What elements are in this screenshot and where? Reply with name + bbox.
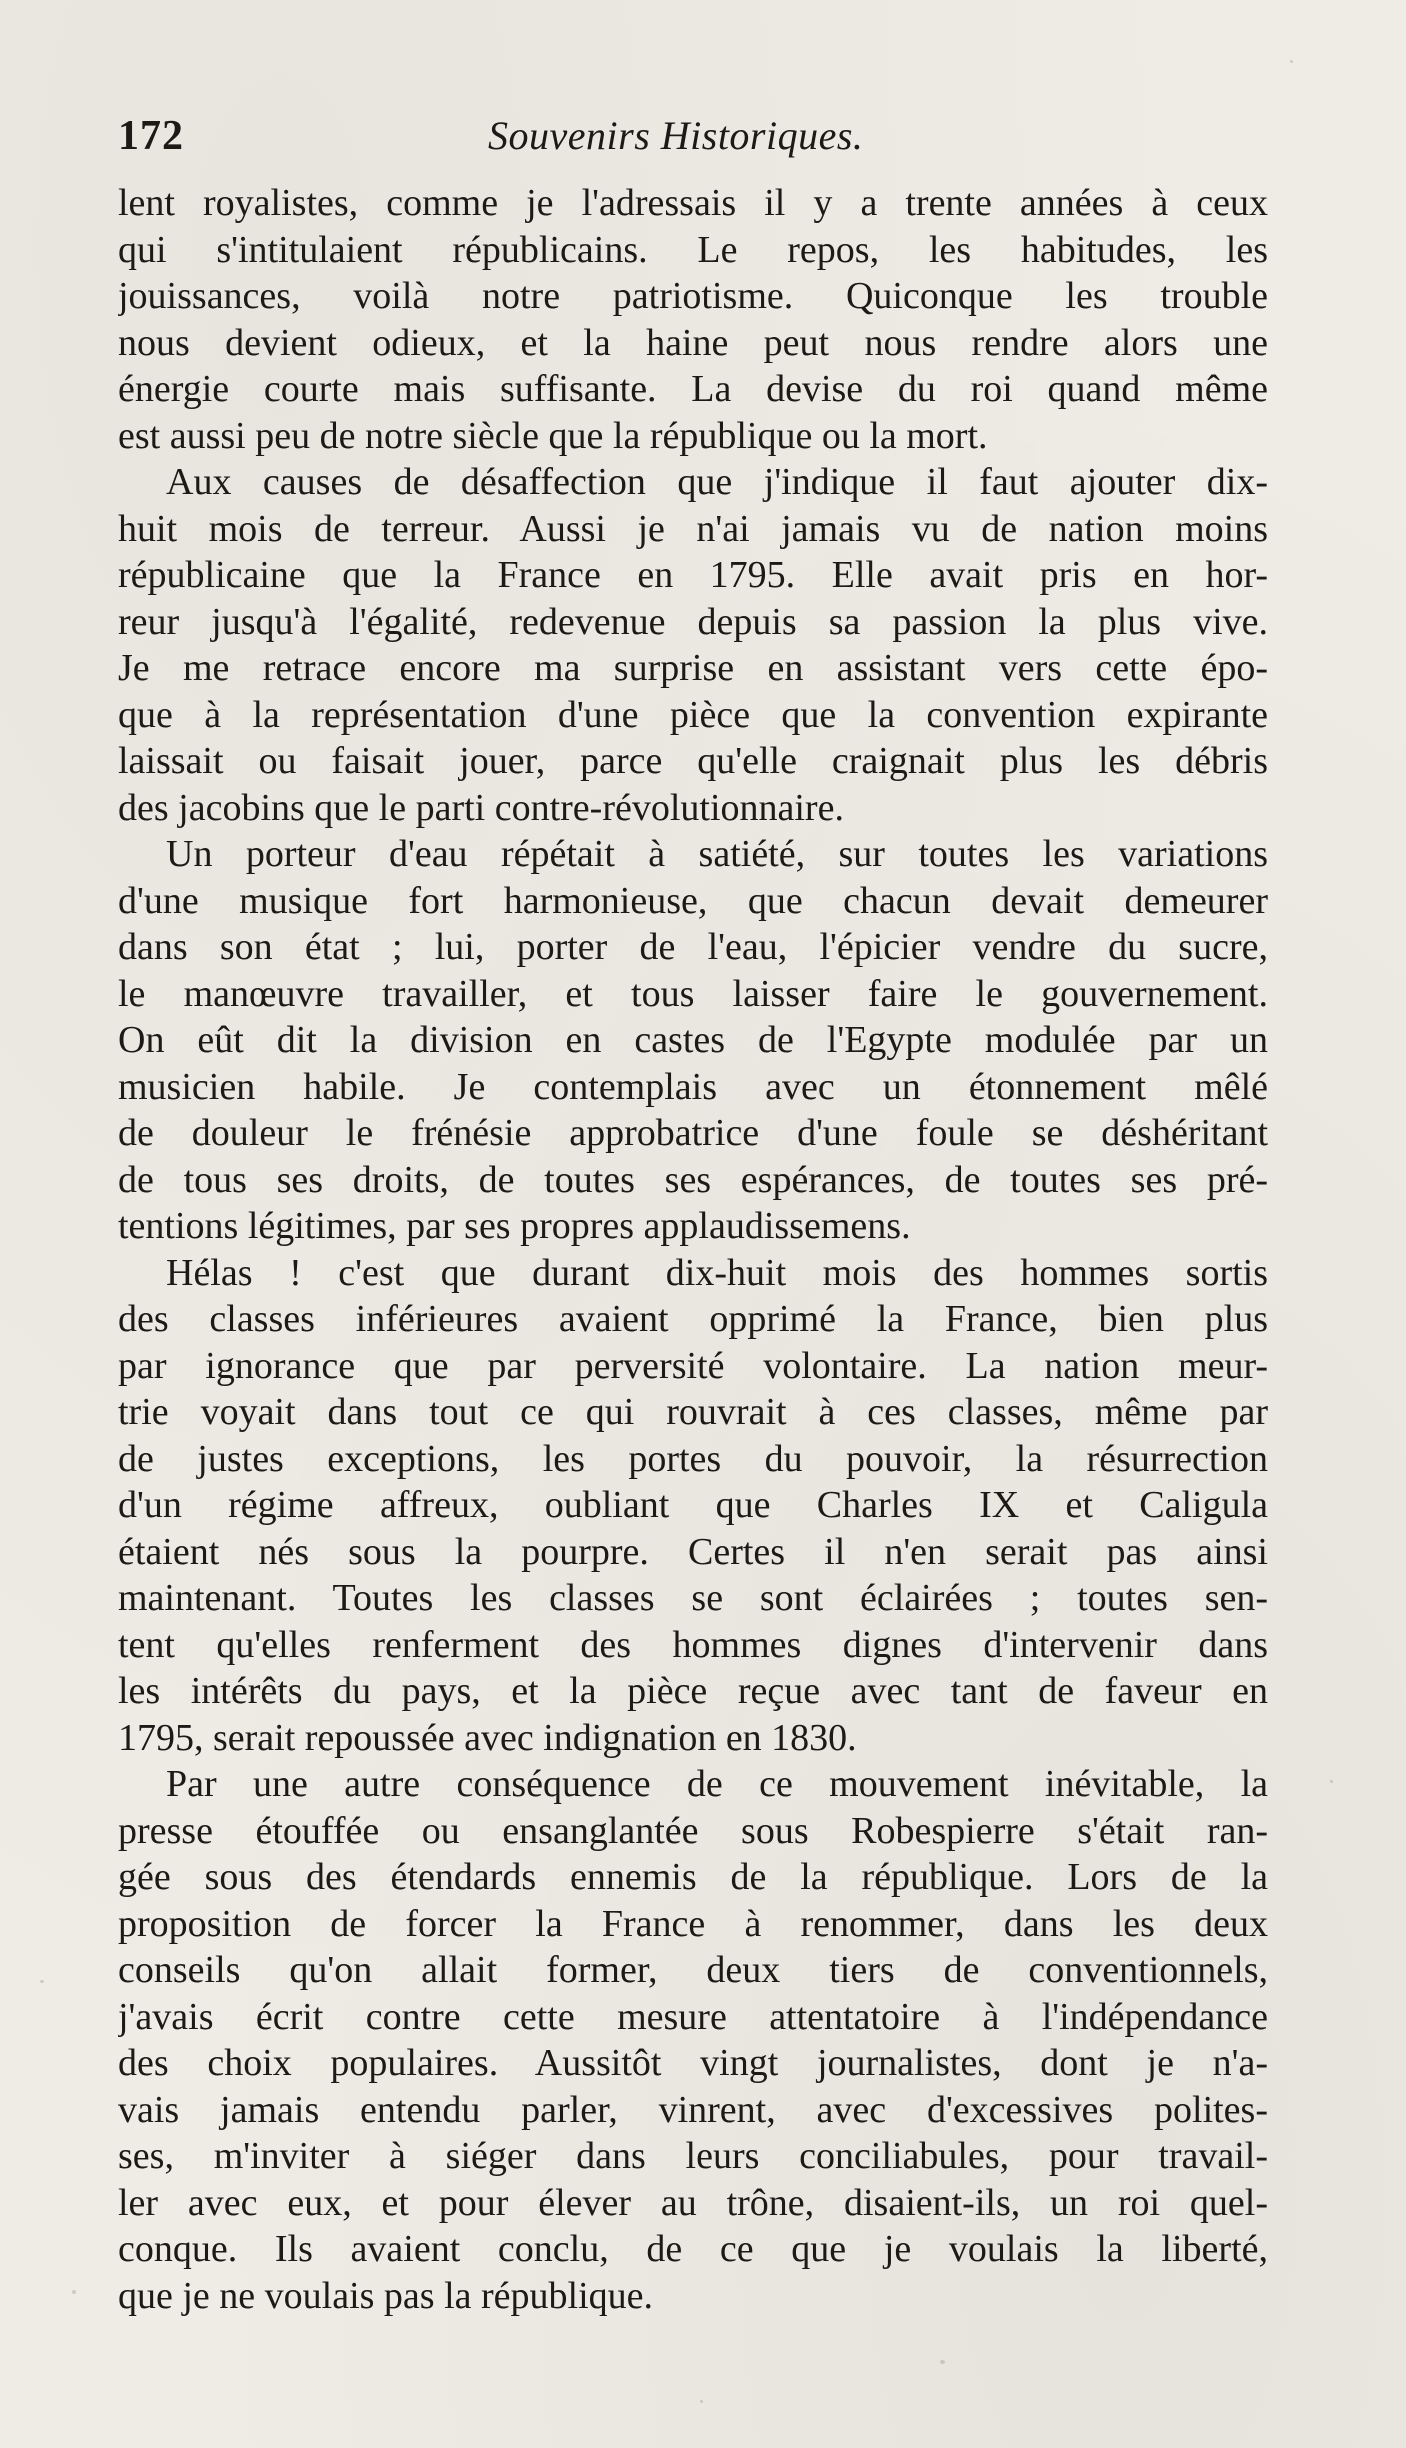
text-line: des classes inférieures avaient opprimé la France, bien plus <box>118 1298 1268 1340</box>
text-line: de tous ses droits, de toutes ses espérances, de toutes ses pré- <box>118 1158 1268 1201</box>
text-line: maintenant. Toutes les classes se sont éclairées ; toutes sen- <box>118 1577 1268 1619</box>
scan-speckle <box>700 2400 703 2403</box>
paragraph-5 <box>118 1761 1268 2319</box>
text-line: ler avec eux, et pour élever au trône, disaient-ils, un roi quel- <box>118 2181 1268 2224</box>
scan-speckle <box>40 1980 44 1983</box>
text-line: musicien habile. Je contemplais avec un étonnement mêlé <box>118 1065 1268 1108</box>
paragraph-4 <box>118 1250 1268 1762</box>
text-line: presse étouffée ou ensanglantée sous Robespierre s'était ran- <box>118 1809 1268 1852</box>
text-line: énergie courte mais suffisante. La devise du roi quand même <box>118 368 1268 410</box>
text-line: est aussi peu de notre siècle que la république ou la mort. <box>118 414 988 457</box>
page-number: 172 <box>118 113 184 159</box>
text-line: Hélas ! c'est que durant dix-huit mois des hommes sortis <box>166 1251 1268 1294</box>
text-line: Un porteur d'eau répétait à satiété, sur toutes les variations <box>166 833 1268 875</box>
text-line: tentions légitimes, par ses propres applaudissemens. <box>118 1205 911 1247</box>
text-line: lent royalistes, comme je l'adressais il y a trente années à ceux <box>118 182 1268 224</box>
text-line: jouissances, voilà notre patriotisme. Quiconque les trouble <box>118 275 1268 317</box>
text-line: que à la représentation d'une pièce que la convention expirante <box>118 693 1268 736</box>
text-line: le manœuvre travailler, et tous laisser faire le gouvernement. <box>118 972 1268 1015</box>
text-line: 1795, serait repoussée avec indignation en 1830. <box>118 1716 857 1759</box>
text-line: dans son état ; lui, porter de l'eau, l'épicier vendre du sucre, <box>118 926 1268 968</box>
text-line: vais jamais entendu parler, vinrent, avec d'excessives polites- <box>118 2088 1268 2131</box>
text-line: républicaine que la France en 1795. Elle avait pris en hor- <box>118 554 1268 596</box>
text-line: les intérêts du pays, et la pièce reçue avec tant de faveur en <box>118 1670 1268 1712</box>
page-header <box>118 112 1268 172</box>
text-line: conseils qu'on allait former, deux tiers de conventionnels, <box>118 1949 1268 1991</box>
text-line: conque. Ils avaient conclu, de ce que je voulais la liberté, <box>118 2228 1268 2270</box>
text-line: que je ne voulais pas la république. <box>118 2274 654 2317</box>
text-line: On eût dit la division en castes de l'Egypte modulée par un <box>118 1019 1268 1061</box>
scan-speckle <box>72 2290 76 2294</box>
text-line: gée sous des étendards ennemis de la république. Lors de la <box>118 1856 1268 1898</box>
scan-speckle <box>1330 1780 1333 1783</box>
paragraph-3 <box>118 831 1268 1250</box>
text-line: laissait ou faisait jouer, parce qu'elle craignait plus les débris <box>118 740 1268 782</box>
text-line: qui s'intitulaient républicains. Le repos, les habitudes, les <box>118 228 1268 271</box>
text-line: étaient nés sous la pourpre. Certes il n'en serait pas ainsi <box>118 1530 1268 1573</box>
text-line: huit mois de terreur. Aussi je n'ai jamais vu de nation moins <box>118 507 1268 550</box>
text-line: tent qu'elles renferment des hommes dignes d'intervenir dans <box>118 1623 1268 1666</box>
text-line: d'un régime affreux, oubliant que Charles IX et Caligula <box>118 1484 1268 1526</box>
text-line: nous devient odieux, et la haine peut nous rendre alors une <box>118 321 1268 364</box>
paragraph-1 <box>118 180 1268 459</box>
running-title: Souvenirs Historiques. <box>488 113 864 158</box>
text-line: Je me retrace encore ma surprise en assistant vers cette épo- <box>118 647 1268 689</box>
text-line: des choix populaires. Aussitôt vingt journalistes, dont je n'a- <box>118 2042 1268 2084</box>
text-line: ses, m'inviter à siéger dans leurs conciliabules, pour travail- <box>118 2135 1268 2177</box>
text-line: de douleur le frénésie approbatrice d'une foule se déshéritant <box>118 1112 1268 1154</box>
paragraph-2 <box>118 459 1268 831</box>
scan-speckle <box>1290 60 1293 63</box>
text-line: Aux causes de désaffection que j'indique il faut ajouter dix- <box>166 461 1268 503</box>
text-line: reur jusqu'à l'égalité, redevenue depuis sa passion la plus vive. <box>118 600 1268 643</box>
text-line: trie voyait dans tout ce qui rouvrait à ces classes, même par <box>118 1391 1268 1433</box>
scan-speckle <box>940 2360 945 2364</box>
body-text <box>118 180 1268 2319</box>
text-line: des jacobins que le parti contre-révolutionnaire. <box>118 786 844 829</box>
text-line: j'avais écrit contre cette mesure attentatoire à l'indépendance <box>118 1995 1268 2038</box>
text-line: par ignorance que par perversité volontaire. La nation meur- <box>118 1344 1268 1387</box>
text-line: Par une autre conséquence de ce mouvement inévitable, la <box>166 1763 1268 1805</box>
text-line: d'une musique fort harmonieuse, que chacun devait demeurer <box>118 879 1268 922</box>
text-line: de justes exceptions, les portes du pouvoir, la résurrection <box>118 1437 1268 1480</box>
text-line: proposition de forcer la France à renommer, dans les deux <box>118 1902 1268 1945</box>
